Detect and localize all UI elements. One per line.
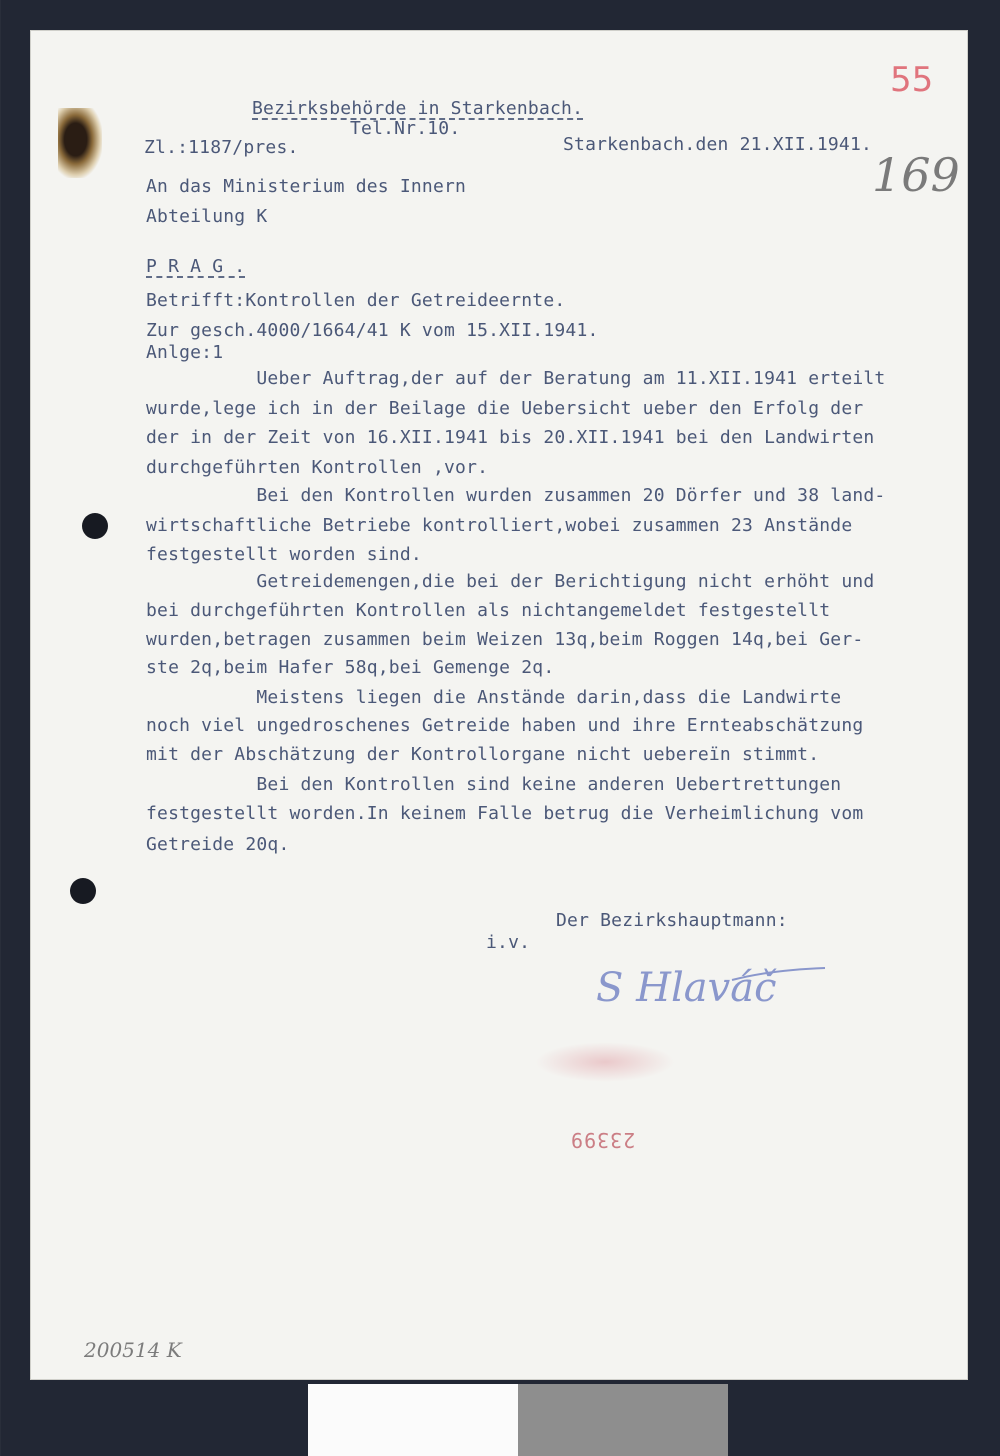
authority-header: Bezirksbehörde in Starkenbach. <box>252 98 584 119</box>
body-line: festgestellt worden.In keinem Falle betrug die Verheimlichung vom <box>146 803 864 824</box>
folio-number-pencil: 169 <box>872 148 960 202</box>
body-line: Getreide 20q. <box>146 834 290 855</box>
attachment-line: Anlge:1 <box>146 342 224 363</box>
signature-iv: i.v. <box>486 932 531 953</box>
signature-title: Der Bezirkshauptmann: <box>556 910 788 931</box>
reference-line: Zur gesch.4000/1664/41 K vom 15.XII.1941. <box>146 320 599 341</box>
reference-number: Zl.:1187/pres. <box>144 137 299 158</box>
addressee-line1: An das Ministerium des Innern <box>146 176 467 197</box>
body-line: Getreidemengen,die bei der Berichtigung nicht erhöht und <box>146 571 875 592</box>
folio-number-red: 55 <box>890 60 934 100</box>
body-line: mit der Abschätzung der Kontrollorgane nicht uebereïn stimmt. <box>146 744 820 765</box>
phone-number: Tel.Nr.10. <box>350 118 461 139</box>
body-line: wurde,lege ich in der Beilage die Uebersicht ueber den Erfolg der <box>146 398 864 419</box>
pencil-archive-note: 200514 K <box>84 1338 182 1362</box>
paper-damage-stain <box>58 108 102 178</box>
body-line: wirtschaftliche Betriebe kontrolliert,wobei zusammen 23 Anstände <box>146 515 853 536</box>
body-line: Bei den Kontrollen sind keine anderen Uebertrettungen <box>146 774 842 795</box>
punch-hole <box>70 878 96 904</box>
body-line: Meistens liegen die Anstände darin,dass die Landwirte <box>146 687 842 708</box>
body-line: bei durchgeführten Kontrollen als nichtangemeldet festgestellt <box>146 600 831 621</box>
body-line: der in der Zeit von 16.XII.1941 bis 20.XII.1941 bei den Landwirten <box>146 427 875 448</box>
gray-patch <box>518 1384 728 1456</box>
body-line: durchgeführten Kontrollen ,vor. <box>146 457 489 478</box>
stamp-number: 23399 <box>570 1128 636 1152</box>
document-page <box>30 30 968 1380</box>
faint-stamp <box>535 1042 675 1082</box>
subject-line: Betrifft:Kontrollen der Getreideernte. <box>146 290 566 311</box>
handwritten-signature: S Hlaváč <box>596 965 777 1011</box>
body-line: ste 2q,beim Hafer 58q,bei Gemenge 2q. <box>146 657 555 678</box>
body-line: festgestellt worden sind. <box>146 544 422 565</box>
body-line: Ueber Auftrag,der auf der Beratung am 11.XII.1941 erteilt <box>146 368 886 389</box>
signature-flourish <box>730 960 830 990</box>
punch-hole <box>82 513 108 539</box>
place-date: Starkenbach.den 21.XII.1941. <box>563 134 873 155</box>
body-line: noch viel ungedroschenes Getreide haben und ihre Ernteabschätzung <box>146 715 864 736</box>
addressee-city: P R A G . <box>146 256 246 277</box>
white-patch <box>308 1384 518 1456</box>
body-line: Bei den Kontrollen wurden zusammen 20 Dörfer und 38 land- <box>146 485 886 506</box>
scan-calibration-strip <box>308 1384 728 1456</box>
body-line: wurden,betragen zusammen beim Weizen 13q,beim Roggen 14q,bei Ger- <box>146 629 864 650</box>
addressee-line2: Abteilung K <box>146 206 268 227</box>
